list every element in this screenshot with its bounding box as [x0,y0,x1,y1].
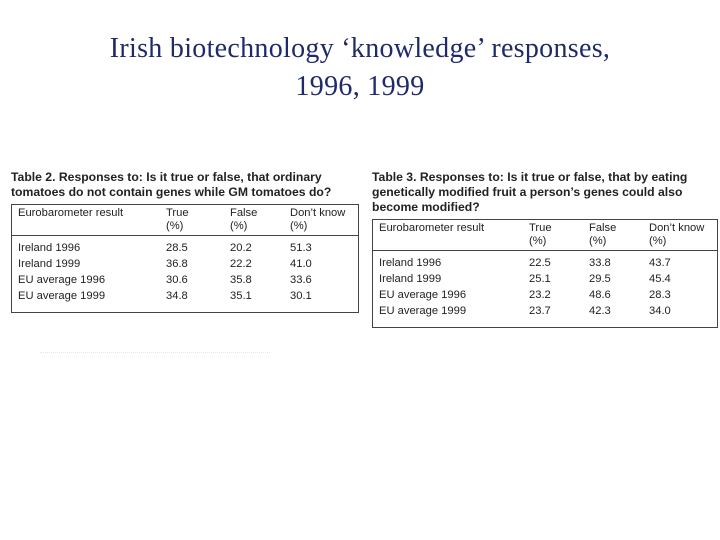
table-cell: 43.7 [649,257,671,269]
table-cell: Ireland 1999 [379,273,442,285]
table-row [373,303,717,319]
table-2 [12,205,358,304]
table-row [12,288,358,304]
table-cell: 20.2 [230,242,252,254]
table-cell: 23.2 [529,289,551,301]
table-3-header-row [373,220,717,251]
table-2-header-false: False (%) [230,207,258,232]
table-cell: 48.6 [589,289,611,301]
table-cell: 34.0 [649,305,671,317]
table-3-block [372,170,718,328]
table-2-caption [11,170,359,200]
table-cell: 36.8 [166,258,188,270]
table-cell: Ireland 1999 [18,258,81,270]
table-row [12,256,358,272]
table-cell: EU average 1996 [379,289,467,301]
table-cell: 28.3 [649,289,671,301]
table-3-caption-line-1: Table 3. Responses to: Is it true or false, that by eating [372,170,688,184]
table-3-frame [372,219,718,328]
table-row [373,251,717,272]
table-3-header-true: True (%) [529,222,552,247]
table-3 [373,220,717,319]
table-cell: 34.8 [166,290,188,302]
table-cell: EU average 1999 [18,290,106,302]
table-2-frame [11,204,359,313]
table-cell: Ireland 1996 [379,257,442,269]
table-2-header-result: Eurobarometer result [18,207,124,219]
slide-title-line-1: Irish biotechnology ‘knowledge’ responses, [109,33,611,64]
table-cell: EU average 1996 [18,274,106,286]
table-cell: 22.2 [230,258,252,270]
faint-artifact-line [40,352,270,356]
table-3-caption-line-3: become modified? [372,200,480,214]
table-3-header-dont-know: Don’t know (%) [649,222,705,247]
table-cell: 23.7 [529,305,551,317]
table-cell: 41.0 [290,258,312,270]
table-cell: 28.5 [166,242,188,254]
table-cell: 22.5 [529,257,551,269]
table-3-header-result: Eurobarometer result [379,222,485,234]
slide-title-line-2: 1996, 1999 [295,71,425,102]
table-3-caption-line-2: genetically modified fruit a person’s genes could also [372,185,683,199]
table-3-caption [372,170,718,215]
table-cell: 51.3 [290,242,312,254]
table-row [12,236,358,257]
table-cell: 30.1 [290,290,312,302]
table-cell: 33.8 [589,257,611,269]
table-2-header-true: True (%) [166,207,189,232]
table-2-caption-line-1: Table 2. Responses to: Is it true or false, that ordinary [11,170,322,184]
table-2-header-dont-know: Don’t know (%) [290,207,346,232]
table-cell: EU average 1999 [379,305,467,317]
slide-title [0,30,720,106]
table-2-caption-line-2: tomatoes do not contain genes while GM tomatoes do? [11,185,332,199]
table-cell: 42.3 [589,305,611,317]
table-cell: 30.6 [166,274,188,286]
table-cell: 33.6 [290,274,312,286]
table-2-block [11,170,359,313]
table-3-header-false: False (%) [589,222,617,247]
table-row [373,271,717,287]
table-row [373,287,717,303]
table-2-header-row [12,205,358,236]
table-cell: 35.8 [230,274,252,286]
table-cell: 45.4 [649,273,671,285]
table-cell: 35.1 [230,290,252,302]
table-cell: 25.1 [529,273,551,285]
table-cell: 29.5 [589,273,611,285]
table-row [12,272,358,288]
table-cell: Ireland 1996 [18,242,81,254]
